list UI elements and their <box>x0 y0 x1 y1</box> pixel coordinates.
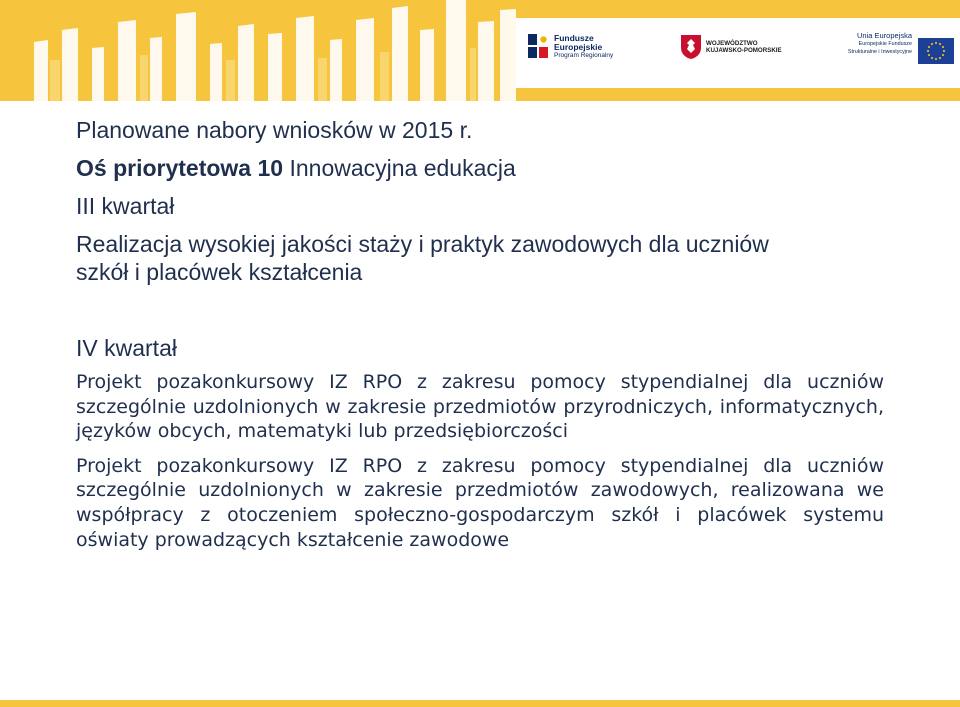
wk-line2: KUJAWSKO-POMORSKIE <box>706 46 782 54</box>
q3-description-line2: szkół i placówek kształcenia <box>76 259 363 285</box>
q3-label: III kwartał <box>76 193 175 219</box>
fe-line2: Europejskie <box>554 41 603 52</box>
q3-description-line1: Realizacja wysokiej jakości staży i praktyk zawodowych dla uczniów <box>76 231 769 257</box>
header-band <box>0 0 960 101</box>
q4-label: IV kwartał <box>76 335 177 361</box>
footer-line <box>0 700 960 707</box>
wk-line1: WOJEWÓDZTWO <box>706 40 758 47</box>
eu-flag-icon <box>918 38 954 64</box>
ue-line1: Unia Europejska <box>856 31 912 40</box>
q4-project-2: Projekt pozakonkursowy IZ RPO z zakresu pomocy stypendialnej dla uczniów szczególnie uzdolnionych w zakresie przedmiotów zawodowych, realizowana we współpracy z otoczeniem społeczno-gospodarczym szkół i placówek systemu oświaty prowadzących kształcenie zawodowe <box>76 454 884 551</box>
q4-project-1: Projekt pozakonkursowy IZ RPO z zakresu pomocy stypendialnej dla uczniów szczególnie uzdolnionych w zakresie przedmiotów przyrodniczych, informatycznych, języków obcych, matematyki lub przedsiębiorczości <box>76 371 884 443</box>
ue-line2: Europejskie Fundusze <box>858 40 912 47</box>
slide-content <box>76 116 884 552</box>
priority-axis-name: Innowacyjna edukacja <box>283 155 516 181</box>
fe-line1: Fundusze <box>554 33 594 43</box>
coat-of-arms-icon <box>680 34 702 60</box>
unia-europejska-logo <box>816 30 956 78</box>
wojewodztwo-logo <box>678 32 818 76</box>
fundusze-europejskie-logo <box>528 32 688 76</box>
partner-logos <box>516 18 960 88</box>
ue-line3: Strukturalne i Inwestycyjne <box>847 48 912 55</box>
priority-axis-number: Oś priorytetowa 10 <box>76 155 284 181</box>
decorative-pattern <box>0 0 516 101</box>
priority-axis <box>76 154 884 182</box>
slide-title: Planowane nabory wniosków w 2015 r. <box>76 117 473 143</box>
fe-line3: Program Regionalny <box>554 51 614 59</box>
fundusze-europejskie-icon <box>528 34 550 60</box>
